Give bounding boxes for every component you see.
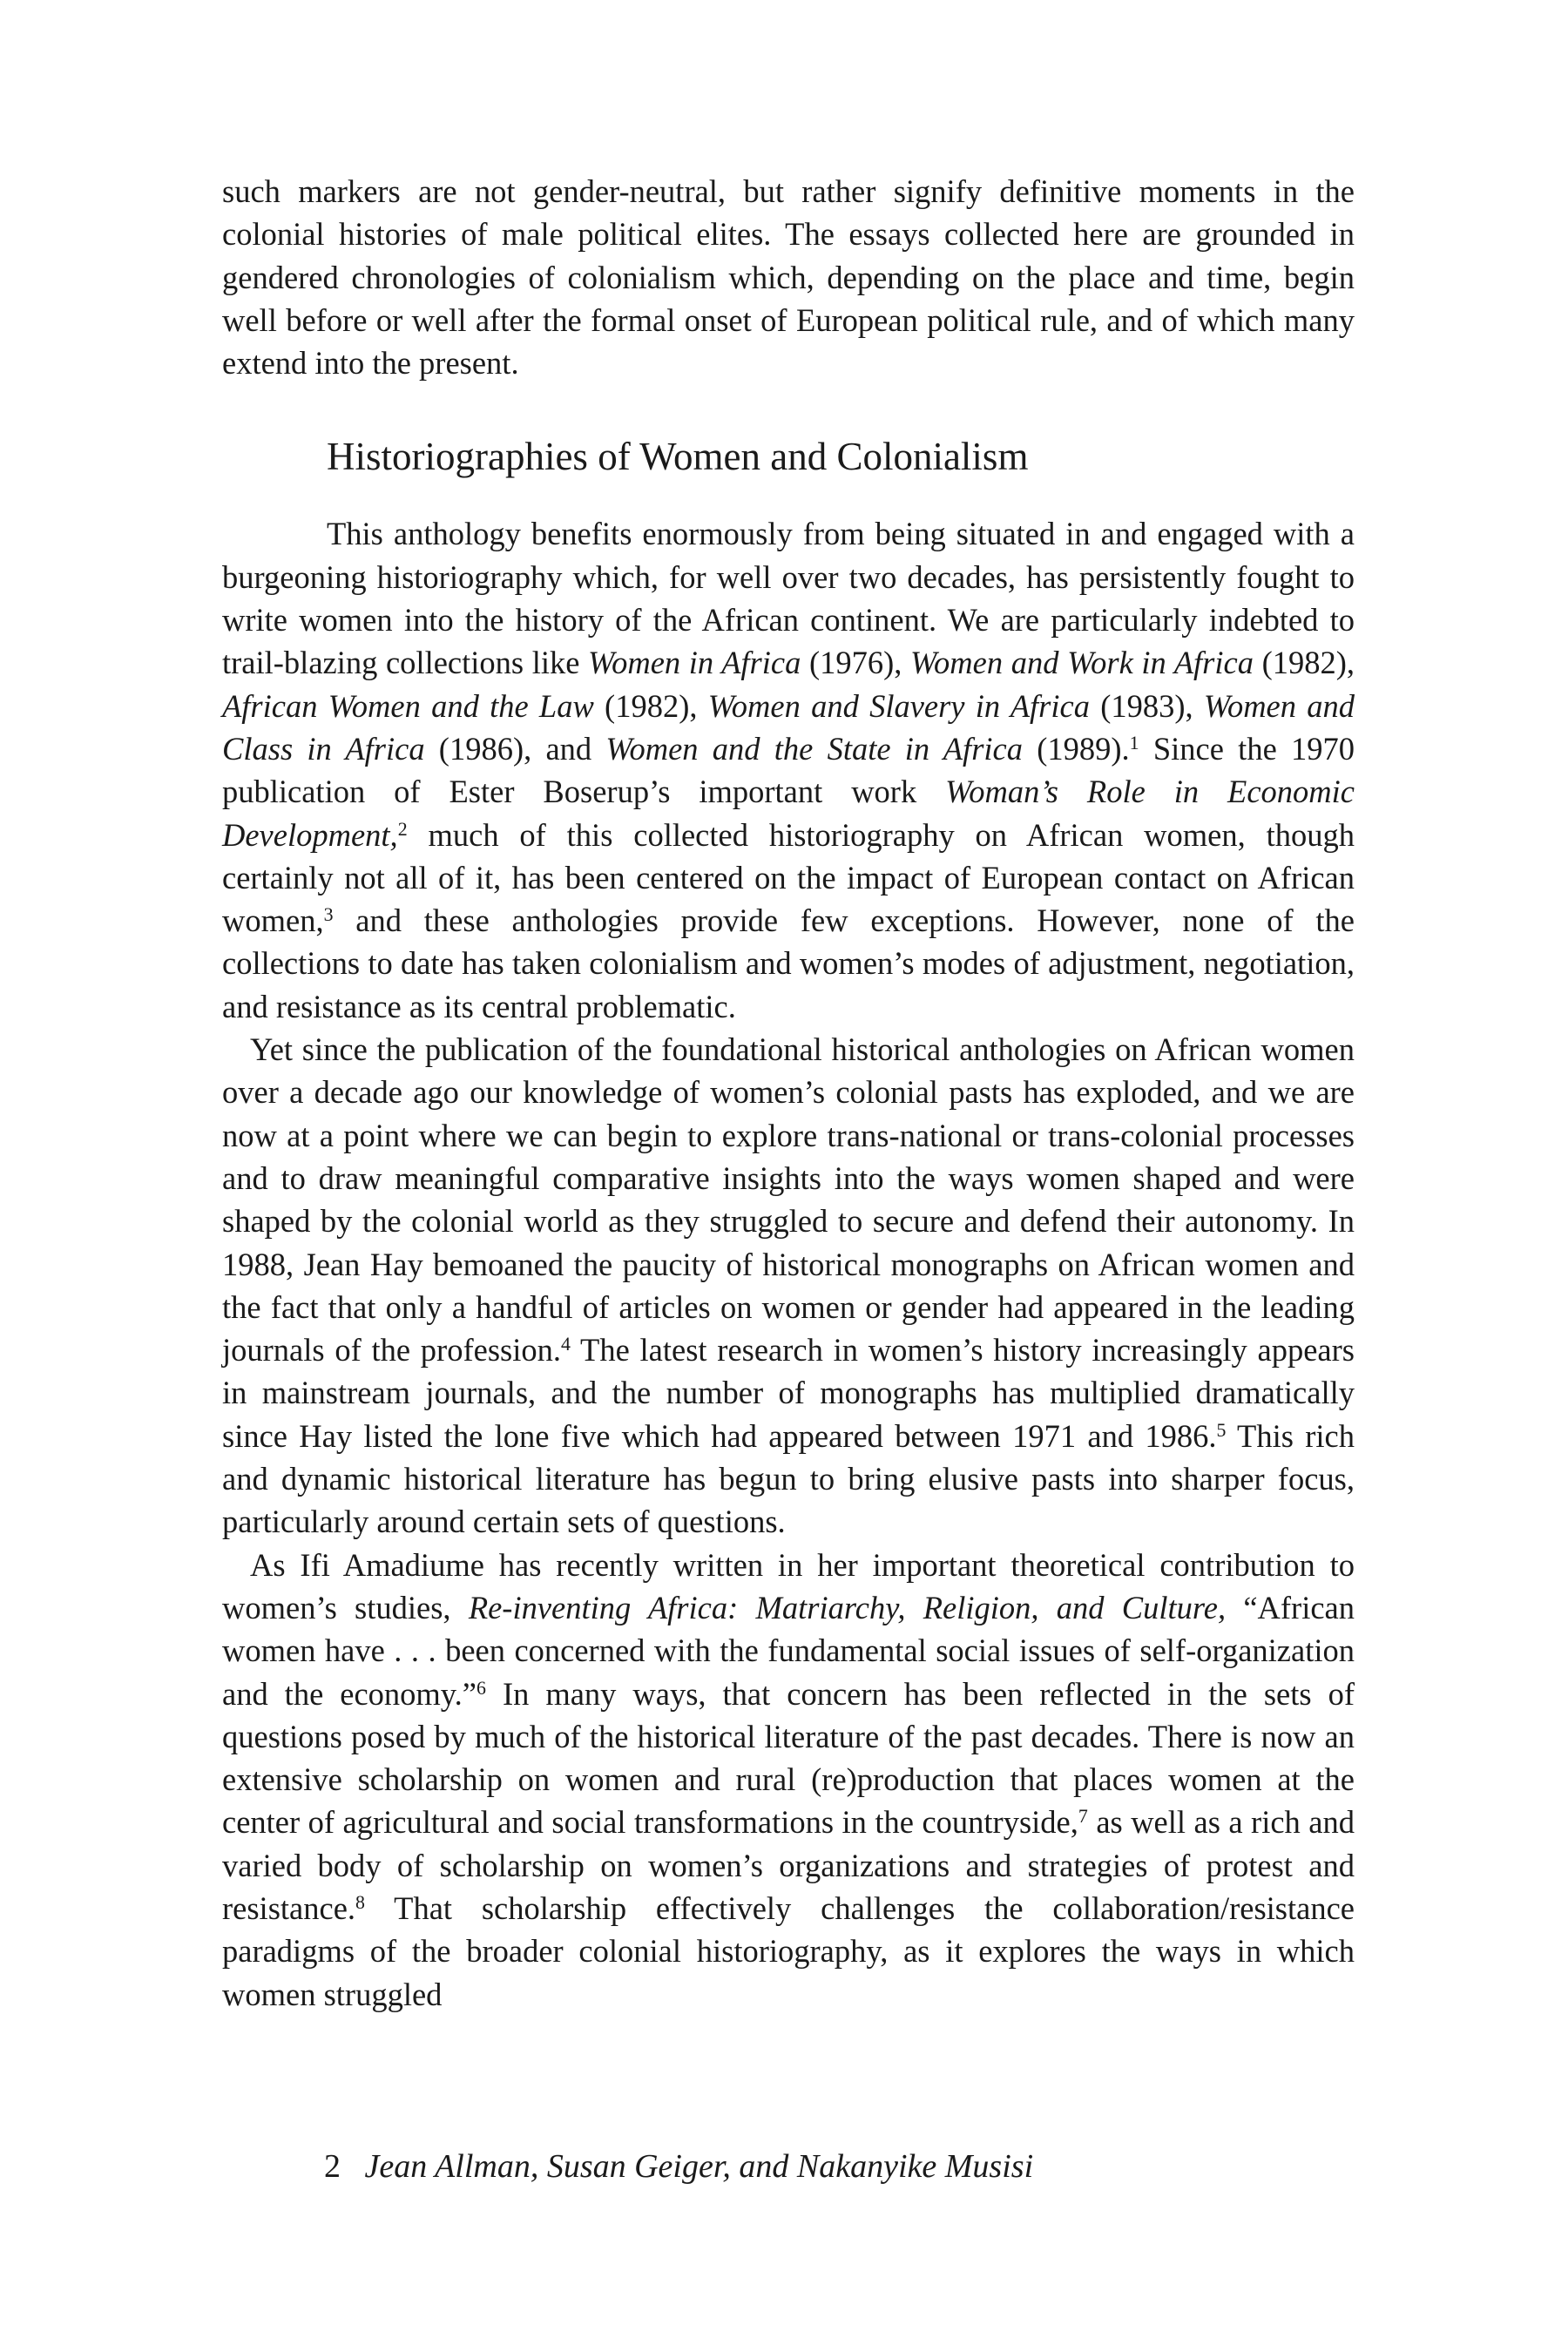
footnote-marker: 5: [1216, 1418, 1227, 1441]
body-paragraph-2: [222, 1028, 1355, 1544]
footnote-marker: 6: [476, 1676, 486, 1699]
text-run: The latest research in women’s history increasingly appears in mainstream journals, and the number of monographs has multiplied dramatically since Hay listed the lone five which had appeared between 1971 and 1986.: [222, 1332, 1355, 1454]
book-title: Women and Work in Africa: [910, 645, 1254, 681]
book-title: Women and Slavery in Africa: [707, 687, 1090, 724]
book-title: Woman’s Role in Economic Development,: [222, 774, 1355, 853]
book-title: Women and the State in Africa: [605, 730, 1023, 767]
text-run: “African women have . . . been concerned with the fundamental social issues of self-organization and the economy.”: [222, 1589, 1355, 1712]
text-run: Yet since the publication of the foundational historical anthologies on African women over a decade ago our knowledge of women’s colonial pasts has exploded, and we are now at a point where we can begin to explore trans-national or trans-colonial processes and to draw meaningful comparative insights into the ways women shaped and were shaped by the colonial world as they struggled to secure and defend their autonomy. In 1988, Jean Hay bemoaned the paucity of historical monographs on African women and the fact that only a handful of articles on women or gender had appeared in the leading journals of the profession.: [222, 1031, 1355, 1369]
body-paragraph-1: [222, 512, 1355, 1028]
book-title: Re-inventing Africa: Matriarchy, Religion, and Culture,: [468, 1589, 1227, 1625]
text-run: (1983),: [1089, 687, 1204, 724]
text-run: In many ways, that concern has been reflected in the sets of questions posed by much of the historical literature of the past decades. There is now an extensive scholarship on women and rural (re)production that places women at the center of agricultural and social transformations in the countryside,: [222, 1675, 1355, 1841]
footnote-marker: 4: [561, 1333, 571, 1355]
section-heading: Historiographies of Women and Colonialism: [327, 435, 1029, 479]
footnote-marker: 8: [355, 1890, 365, 1913]
body-paragraph-3: [222, 1544, 1355, 2016]
text-run: (1976),: [801, 645, 910, 681]
page-body: [222, 170, 1355, 2016]
running-footer: [324, 2147, 1033, 2186]
text-run: This anthology benefits enormously from being situated in and engaged with a burgeoning historiography which, for well over two decades, has persistently fought to write women into the history of the African continent. We are particularly indebted to trail-blazing collections like: [222, 516, 1355, 681]
text-run: That scholarship effectively challenges the collaboration/resistance paradigms of the broader colonial historiography, as it explores the ways in which women struggled: [222, 1889, 1355, 2012]
book-title: Women and Class in Africa: [222, 687, 1355, 767]
book-title: African Women and the Law: [222, 687, 594, 724]
text-run: (1982),: [1253, 645, 1355, 681]
footnote-marker: 2: [397, 817, 408, 840]
text-run: (1989).: [1023, 730, 1130, 767]
text-run: Since the 1970 publication of Ester Boserup’s important work: [222, 730, 1355, 810]
footnote-marker: 1: [1129, 731, 1139, 754]
carryover-paragraph: such markers are not gender-neutral, but rather signify definitive moments in the colonial histories of male political elites. The essays collected here are grounded in gendered chronologies of colonialism which, depending on the place and time, begin well before or well after the formal onset of European political rule, and of which many extend into the present.: [222, 173, 1355, 382]
text-run: (1982),: [593, 687, 708, 724]
text-run: (1986), and: [424, 730, 606, 767]
text-run: as well as a rich and varied body of scholarship on women’s organizations and strategies of protest and resistance.: [222, 1804, 1355, 1926]
footer-authors: Jean Allman, Susan Geiger, and Nakanyike Musisi: [364, 2148, 1034, 2185]
footnote-marker: 3: [323, 903, 334, 926]
text-run: much of this collected historiography on African women, though certainly not all of it, has been centered on the impact of European contact on African women,: [222, 816, 1355, 939]
footnote-marker: 7: [1078, 1805, 1088, 1828]
text-run: As Ifi Amadiume has recently written in her important theoretical contribution to women’s studies,: [222, 1546, 1355, 1625]
text-run: and these anthologies provide few exceptions. However, none of the collections to date has taken colonialism and women’s modes of adjustment, negotiation, and resistance as its central problematic.: [222, 902, 1355, 1024]
page-number: 2: [324, 2148, 341, 2185]
text-run: This rich and dynamic historical literature has begun to bring elusive pasts into sharper focus, particularly around certain sets of questions.: [222, 1417, 1355, 1540]
book-title: Women in Africa: [588, 645, 801, 681]
